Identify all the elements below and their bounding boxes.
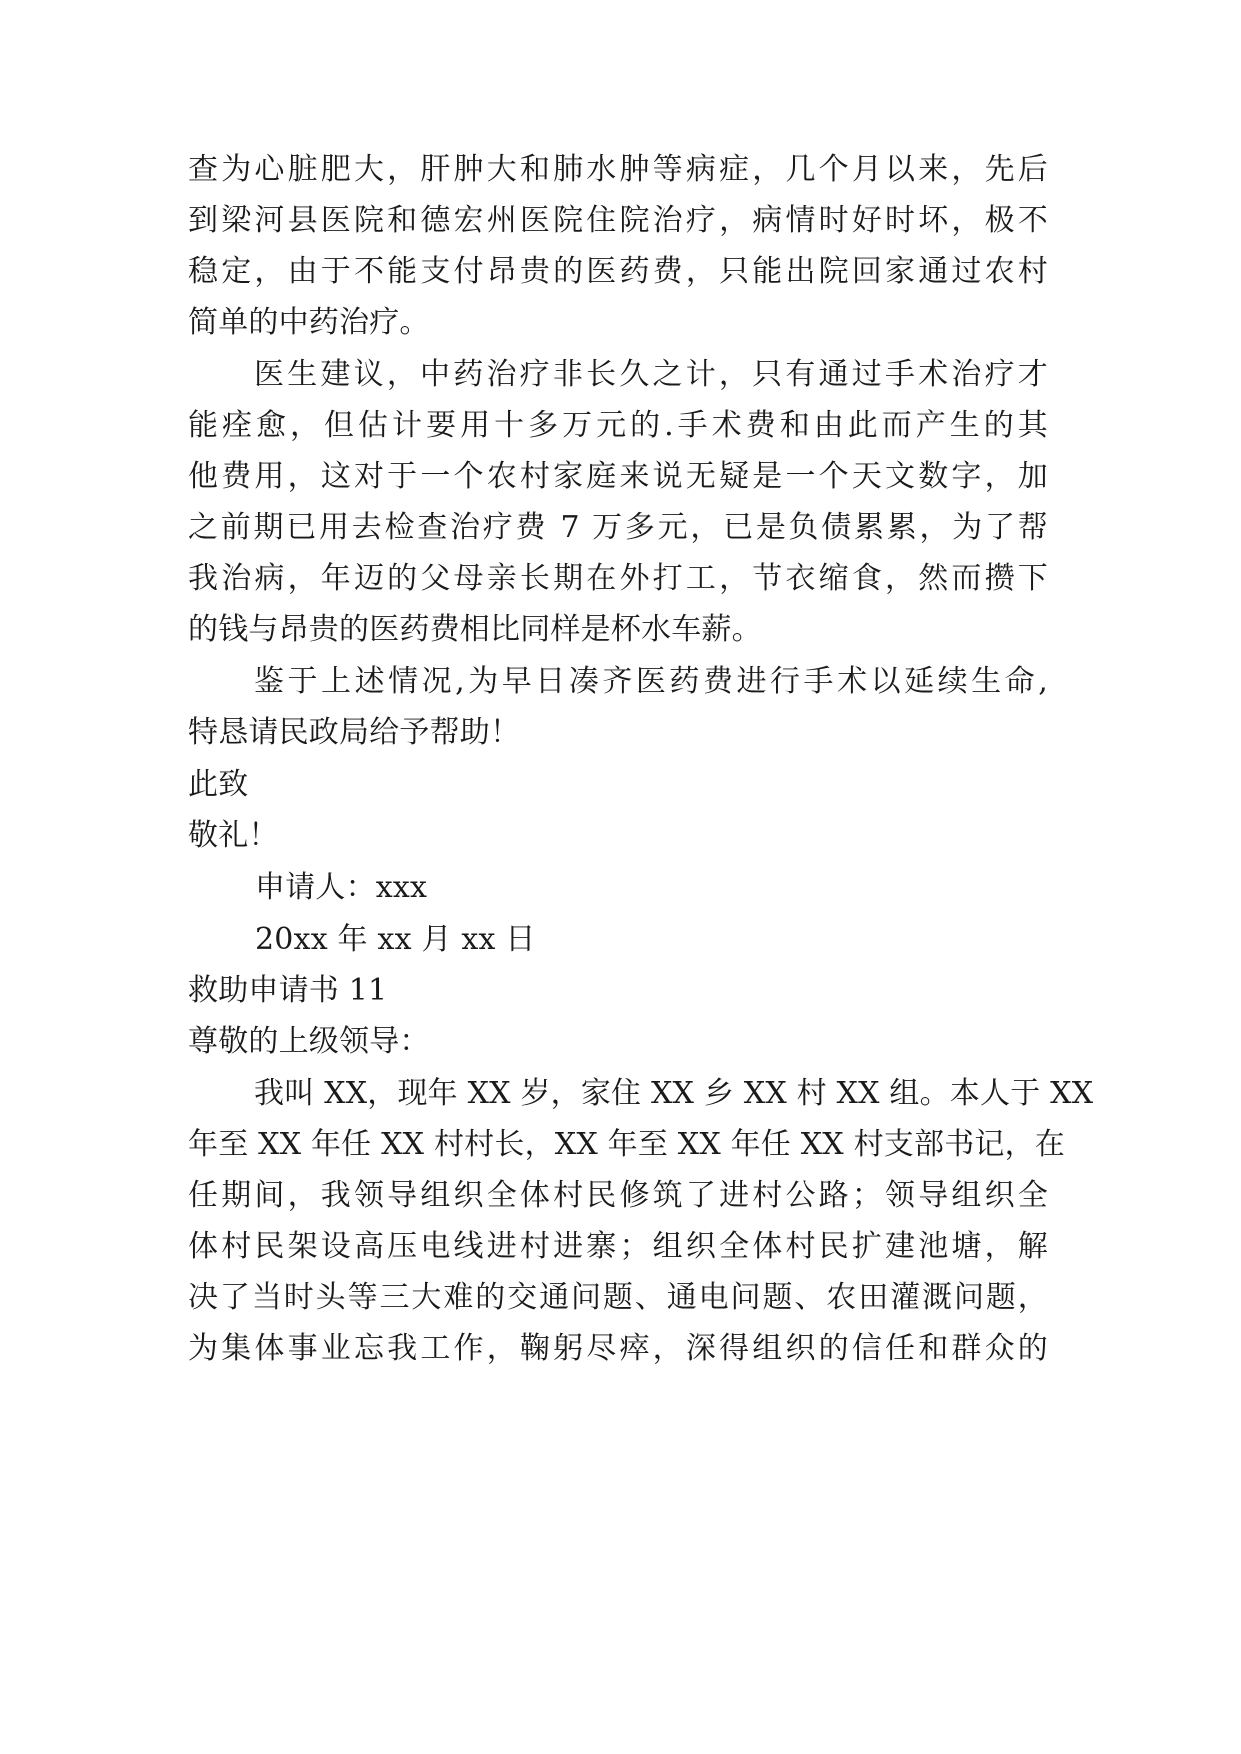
body-text-line: 简单的中药治疗。 — [188, 305, 430, 340]
body-text-line: 年至 XX 年任 XX 村村长，XX 年至 XX 年任 XX 村支部书记，在 — [188, 1127, 1065, 1162]
body-text-line: 体村民架设高压电线进村进寨；组织全体村民扩建池塘，解 — [188, 1229, 1048, 1264]
document-title: 救助申请书 11 — [188, 973, 388, 1008]
body-text-line: 能痊愈，但估计要用十多万元的.手术费和由此而产生的其 — [188, 408, 1048, 443]
closing-line: 此致 — [188, 767, 249, 802]
body-text-line: 查为心脏肥大，肝肿大和肺水肿等病症，几个月以来，先后 — [188, 152, 1048, 187]
body-text-line: 的钱与昂贵的医药费相比同样是杯水车薪。 — [188, 612, 762, 647]
salutation: 尊敬的上级领导： — [188, 1024, 430, 1059]
body-text-line: 鉴于上述情况,为早日凑齐医药费进行手术以延续生命, — [254, 664, 1048, 699]
body-text-line: 特恳请民政局给予帮助！ — [188, 715, 521, 750]
applicant-signature: 申请人：xxx — [255, 870, 428, 905]
signature-date: 20xx 年 xx 月 xx 日 — [255, 922, 536, 957]
body-text-line: 为集体事业忘我工作，鞠躬尽瘁，深得组织的信任和群众的 — [188, 1331, 1048, 1366]
closing-line: 敬礼！ — [188, 818, 279, 853]
body-text-line: 任期间，我领导组织全体村民修筑了进村公路；领导组织全 — [188, 1178, 1048, 1213]
body-text-line: 之前期已用去检查治疗费 7 万多元，已是负债累累，为了帮 — [188, 510, 1048, 545]
body-text-line: 他费用，这对于一个农村家庭来说无疑是一个天文数字，加 — [188, 459, 1048, 494]
body-text-line: 医生建议，中药治疗非长久之计，只有通过手术治疗才 — [254, 357, 1048, 392]
body-text-line: 到梁河县医院和德宏州医院住院治疗，病情时好时坏，极不 — [188, 203, 1048, 238]
body-text-line: 稳定，由于不能支付昂贵的医药费，只能出院回家通过农村 — [188, 254, 1048, 289]
body-text-line: 我治病，年迈的父母亲长期在外打工，节衣缩食，然而攒下 — [188, 561, 1048, 596]
body-text-line: 我叫 XX，现年 XX 岁，家住 XX 乡 XX 村 XX 组。本人于 XX — [254, 1076, 1094, 1111]
body-text-line: 决了当时头等三大难的交通问题、通电问题、农田灌溉问题， — [188, 1280, 1048, 1315]
